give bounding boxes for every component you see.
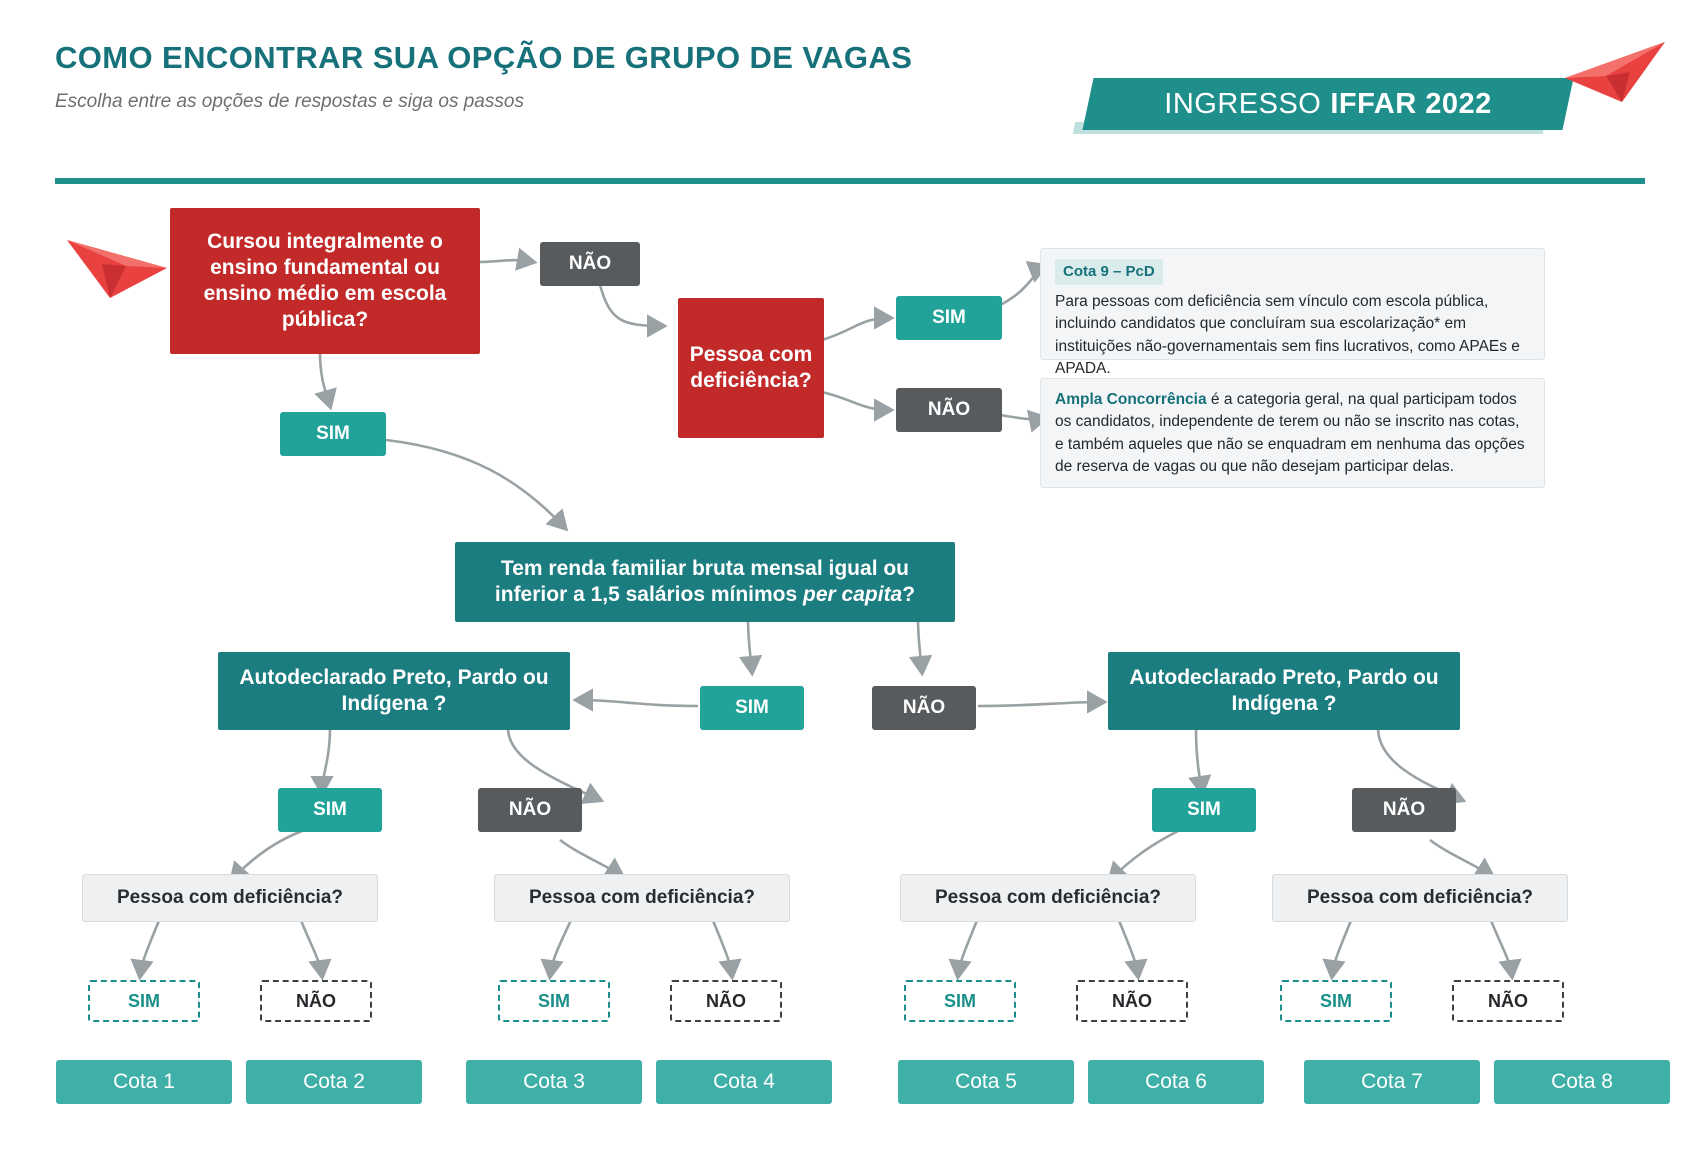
info-cota9-tag: Cota 9 – PcD <box>1055 259 1163 285</box>
result-cota-4-label: Cota 4 <box>713 1069 775 1093</box>
answer-sim-renda-label: SIM <box>735 697 769 719</box>
info-ampla-tag: Ampla Concorrência <box>1055 391 1207 408</box>
result-cota-2-label: Cota 2 <box>303 1069 365 1093</box>
question-escola-publica[interactable] <box>170 208 480 354</box>
answer-sim-autodeclarado-direita[interactable] <box>1152 788 1256 832</box>
answer-nao-renda[interactable] <box>872 686 976 730</box>
result-cota-2[interactable] <box>246 1060 422 1104</box>
banner-word-iffar: IFFAR 2022 <box>1330 87 1492 120</box>
question-escola-publica-label: Cursou integralmente o ensino fundamental ou ensino médio em escola pública? <box>203 229 447 332</box>
answer-sim-autodeclarado-esquerda[interactable] <box>278 788 382 832</box>
result-cota-8[interactable] <box>1494 1060 1670 1104</box>
result-cota-7[interactable] <box>1304 1060 1480 1104</box>
answer-sim-escola[interactable] <box>280 412 386 456</box>
question-autodeclarado-esquerda[interactable] <box>218 652 570 730</box>
answer-nao-autodeclarado-direita-label: NÃO <box>1382 799 1426 821</box>
info-cota9-text: Para pessoas com deficiência sem vínculo com escola pública, incluindo candidatos que concluíram sua escolarização* em instituições não-governamentais sem fins lucrativos, como APAEs e APADA. <box>1055 292 1520 378</box>
result-cota-5-label: Cota 5 <box>955 1069 1017 1093</box>
question-autodeclarado-direita-label: Autodeclarado Preto, Pardo ou Indígena ? <box>1129 665 1439 715</box>
answer-nao-pcd-topo-label: NÃO <box>927 399 971 421</box>
answer-sim-pcd-2-label: SIM <box>537 990 570 1011</box>
answer-sim-escola-label: SIM <box>316 423 350 445</box>
result-cota-6-label: Cota 6 <box>1145 1069 1207 1093</box>
question-pcd-topo[interactable] <box>678 298 824 438</box>
page-subtitle: Escolha entre as opções de respostas e siga os passos <box>55 91 524 112</box>
banner-text <box>1088 78 1568 130</box>
info-ampla-concorrencia <box>1040 378 1545 488</box>
answer-nao-pcd-4-label: NÃO <box>1488 990 1528 1011</box>
answer-nao-pcd-2-label: NÃO <box>706 990 746 1011</box>
answer-nao-renda-label: NÃO <box>902 697 946 719</box>
result-cota-6[interactable] <box>1088 1060 1264 1104</box>
answer-nao-pcd-1-label: NÃO <box>296 990 336 1011</box>
banner-word-ingresso: INGRESSO <box>1164 87 1322 120</box>
question-autodeclarado-direita[interactable] <box>1108 652 1460 730</box>
info-ampla-text: é a categoria geral, na qual participam todos os candidatos, independente de terem ou não se inscrito nas cotas, e também aqueles que não se enquadram em nenhuma das opções de reserva de vagas ou que não desejam participar delas. <box>1055 391 1525 476</box>
question-pcd-1-label: Pessoa com deficiência? <box>117 887 343 909</box>
answer-sim-pcd-1[interactable] <box>88 980 200 1022</box>
page-title: COMO ENCONTRAR SUA OPÇÃO DE GRUPO DE VAGAS <box>55 40 913 75</box>
answer-nao-pcd-3-label: NÃO <box>1112 990 1152 1011</box>
answer-sim-pcd-1-label: SIM <box>127 990 160 1011</box>
answer-sim-pcd-3-label: SIM <box>943 990 976 1011</box>
question-pcd-3[interactable] <box>900 874 1196 922</box>
question-renda-familiar-label: Tem renda familiar bruta mensal igual ou inferior a 1,5 salários mínimos per capita? <box>494 556 916 606</box>
answer-nao-pcd-1[interactable] <box>260 980 372 1022</box>
answer-nao-pcd-3[interactable] <box>1076 980 1188 1022</box>
result-cota-1-label: Cota 1 <box>113 1069 175 1093</box>
question-renda-familiar[interactable] <box>455 542 955 622</box>
answer-sim-pcd-4-label: SIM <box>1319 990 1352 1011</box>
paper-plane-icon-left <box>62 232 172 302</box>
result-cota-5[interactable] <box>898 1060 1074 1104</box>
answer-nao-pcd-2[interactable] <box>670 980 782 1022</box>
info-cota9 <box>1040 248 1545 378</box>
header-divider <box>55 178 1645 184</box>
answer-nao-escola-label: NÃO <box>568 253 612 275</box>
question-pcd-2-label: Pessoa com deficiência? <box>529 887 755 909</box>
result-cota-4[interactable] <box>656 1060 832 1104</box>
answer-nao-autodeclarado-esquerda-label: NÃO <box>508 799 552 821</box>
question-autodeclarado-esquerda-label: Autodeclarado Preto, Pardo ou Indígena ? <box>239 665 549 715</box>
answer-sim-autodeclarado-esquerda-label: SIM <box>313 799 347 821</box>
question-pcd-2[interactable] <box>494 874 790 922</box>
answer-nao-pcd-topo[interactable] <box>896 388 1002 432</box>
answer-nao-pcd-4[interactable] <box>1452 980 1564 1022</box>
answer-nao-escola[interactable] <box>540 242 640 286</box>
answer-sim-renda[interactable] <box>700 686 804 730</box>
answer-nao-autodeclarado-direita[interactable] <box>1352 788 1456 832</box>
answer-sim-pcd-2[interactable] <box>498 980 610 1022</box>
answer-sim-pcd-4[interactable] <box>1280 980 1392 1022</box>
answer-sim-pcd-topo[interactable] <box>896 296 1002 340</box>
result-cota-7-label: Cota 7 <box>1361 1069 1423 1093</box>
banner-ingresso-iffar <box>1088 78 1568 130</box>
answer-nao-autodeclarado-esquerda[interactable] <box>478 788 582 832</box>
question-pcd-1[interactable] <box>82 874 378 922</box>
result-cota-8-label: Cota 8 <box>1551 1069 1613 1093</box>
question-pcd-4-label: Pessoa com deficiência? <box>1307 887 1533 909</box>
answer-sim-pcd-3[interactable] <box>904 980 1016 1022</box>
paper-plane-icon-top <box>1560 38 1670 108</box>
result-cota-3-label: Cota 3 <box>523 1069 585 1093</box>
answer-sim-pcd-topo-label: SIM <box>932 307 966 329</box>
question-pcd-3-label: Pessoa com deficiência? <box>935 887 1161 909</box>
result-cota-1[interactable] <box>56 1060 232 1104</box>
result-cota-3[interactable] <box>466 1060 642 1104</box>
answer-sim-autodeclarado-direita-label: SIM <box>1187 799 1221 821</box>
question-pcd-4[interactable] <box>1272 874 1568 922</box>
question-pcd-topo-label: Pessoa com deficiência? <box>689 342 813 392</box>
